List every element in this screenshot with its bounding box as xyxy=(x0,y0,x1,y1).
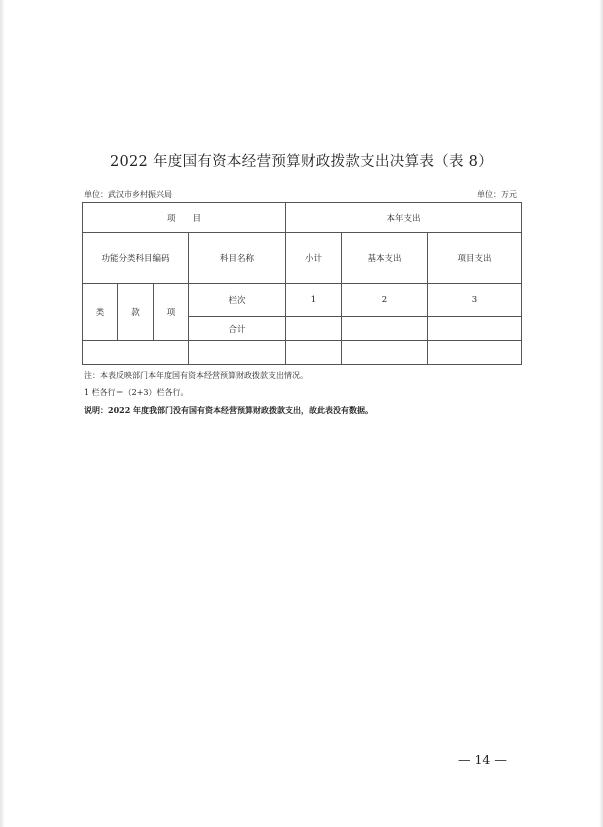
header-project-cell: 项目支出 xyxy=(428,233,522,284)
page-edge-right xyxy=(599,0,603,827)
table-header-row-2 xyxy=(83,233,522,284)
header-basic-cell: 基本支出 xyxy=(342,233,428,284)
total-basic-cell xyxy=(342,317,428,341)
col-number-3-cell: 3 xyxy=(428,284,522,317)
formula-note: 1 栏各行＝（2+3）栏各行。 xyxy=(84,388,189,397)
label-lanci-cell: 栏次 xyxy=(189,284,286,317)
empty-subtotal-cell xyxy=(286,341,342,365)
table-header-row-1 xyxy=(83,203,522,233)
table-row-lanci xyxy=(83,284,522,317)
empty-project-cell xyxy=(428,341,522,365)
label-lei-cell: 类 xyxy=(83,284,118,341)
empty-name-cell xyxy=(189,341,286,365)
page-number: — 14 — xyxy=(458,752,507,767)
expense-table xyxy=(82,202,522,365)
document-title: 2022 年度国有资本经营预算财政拨款支出决算表（表 8） xyxy=(109,154,494,170)
unit-organization-label: 单位：武汉市乡村振兴局 xyxy=(84,190,172,199)
empty-basic-cell xyxy=(342,341,428,365)
explanation-note: 说明：2022 年度我部门没有国有资本经营预算财政拨款支出，故此表没有数据。 xyxy=(84,405,374,415)
header-item-cell: 项 目 xyxy=(83,203,286,233)
page-edge-left xyxy=(0,0,5,827)
unit-currency-label: 单位：万元 xyxy=(477,190,517,199)
header-subtotal-cell: 小计 xyxy=(286,233,342,284)
total-subtotal-cell xyxy=(286,317,342,341)
label-xiang-cell: 项 xyxy=(154,284,189,341)
col-number-1-cell: 1 xyxy=(286,284,342,317)
header-subject-name-cell: 科目名称 xyxy=(189,233,286,284)
col-number-2-cell: 2 xyxy=(342,284,428,317)
table-row-empty xyxy=(83,341,522,365)
header-func-code-cell: 功能分类科目编码 xyxy=(83,233,189,284)
table-note: 注：本表反映部门本年度国有资本经营预算财政拨款支出情况。 xyxy=(84,371,308,380)
total-project-cell xyxy=(428,317,522,341)
empty-code-cell xyxy=(83,341,189,365)
label-total-cell: 合计 xyxy=(189,317,286,341)
label-kuan-cell: 款 xyxy=(118,284,154,341)
header-current-expense-cell: 本年支出 xyxy=(286,203,522,233)
